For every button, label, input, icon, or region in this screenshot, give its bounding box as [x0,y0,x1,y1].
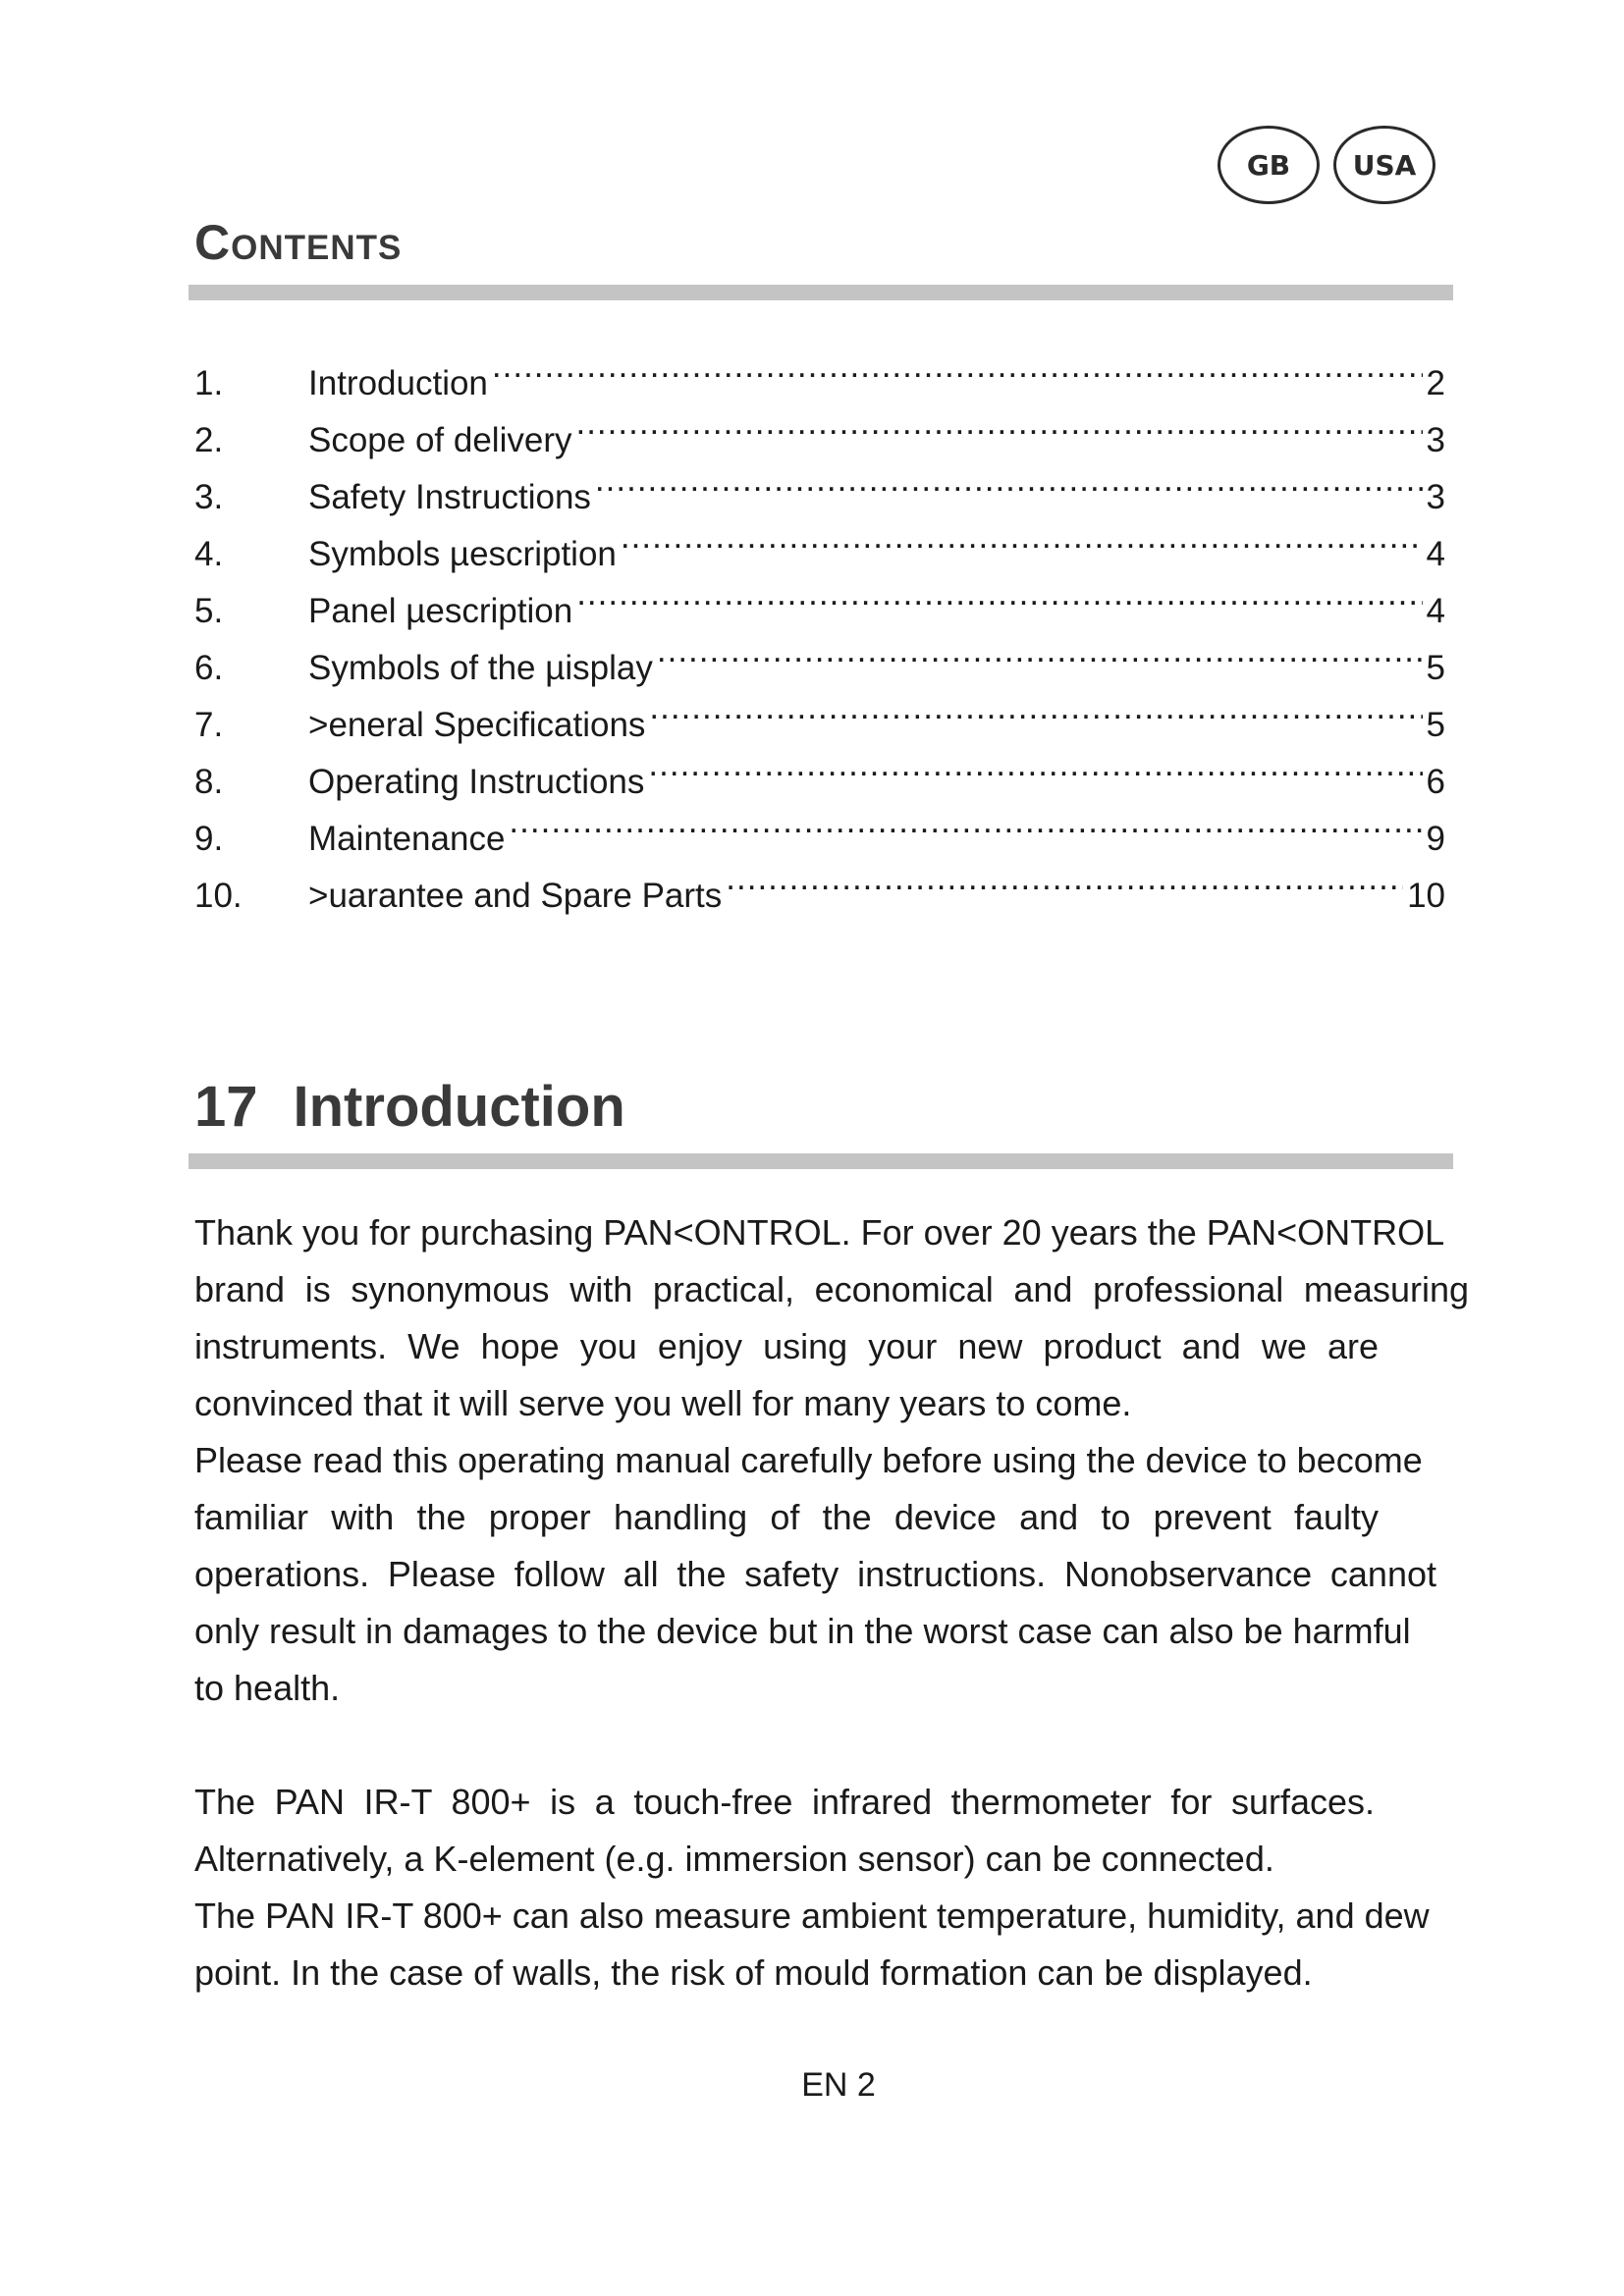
paragraph-line: convinced that it will serve you well for many years to come. [194,1383,1132,1423]
toc-leader-dots [649,679,1422,736]
toc-item-page: 5 [1426,706,1445,744]
toc-item-introduction[interactable] [194,338,1445,402]
introduction-heading [194,1074,625,1140]
paragraph-line: brand is synonymous with practical, economical and professional measuring [194,1269,1469,1309]
toc-item-number: 10. [194,877,243,915]
toc-leader-dots [492,338,1423,395]
toc-item-title: Panel µescription [308,592,573,630]
paragraph-line: The PAN IR-T 800+ is a touch-free infrared thermometer for surfaces. [194,1782,1375,1822]
toc-leader-dots [595,452,1423,508]
toc-item-number: 5. [194,592,224,630]
toc-leader-dots [621,508,1423,565]
toc-item-title: Scope of delivery [308,421,572,459]
toc-item-number: 1. [194,364,224,402]
toc-item-title: Operating Instructions [308,763,645,801]
paragraph-line: The PAN IR-T 800+ can also measure ambient temperature, humidity, and dew [194,1896,1430,1936]
toc-leader-dots [509,793,1422,850]
toc-item-title: Introduction [308,364,488,402]
toc-item-title: Symbols of the µisplay [308,649,653,687]
toc-item-title: Symbols µescription [308,535,617,573]
section-number: 17 [194,1075,258,1139]
paragraph-line: point. In the case of walls, the risk of mould formation can be displayed. [194,1952,1313,1993]
toc-item-number: 6. [194,649,224,687]
toc-item-page: 10 [1407,877,1445,915]
toc-leader-dots [657,622,1423,679]
toc-item-page: 3 [1426,478,1445,516]
toc-item-number: 4. [194,535,224,573]
paragraph-line: Thank you for purchasing PAN<ONTROL. For over 20 years the PAN<ONTROL [194,1212,1445,1253]
toc-item-number: 8. [194,763,224,801]
toc-item-number: 2. [194,421,224,459]
paragraph-line: to health. [194,1668,341,1708]
toc-leader-dots [575,395,1422,452]
country-badges [1218,126,1435,204]
toc-item-page: 5 [1426,649,1445,687]
table-of-contents [194,338,1445,915]
introduction-divider [189,1153,1453,1169]
introduction-paragraph-1 [194,1204,1471,1717]
contents-divider [189,285,1453,300]
introduction-paragraph-2 [194,1774,1471,2002]
toc-leader-dots [576,565,1422,622]
paragraph-line: Please read this operating manual carefully before using the device to become [194,1440,1423,1480]
toc-item-page: 2 [1426,364,1445,402]
page-footer-number: EN 2 [801,2066,876,2104]
section-title: Introduction [293,1075,625,1139]
toc-leader-dots [726,850,1403,907]
toc-item-page: 6 [1426,763,1445,801]
gb-badge: GB [1218,126,1320,204]
toc-item-page: 4 [1426,592,1445,630]
toc-item-number: 3. [194,478,224,516]
toc-item-page: 9 [1426,820,1445,858]
toc-item-page: 4 [1426,535,1445,573]
paragraph-line: instruments. We hope you enjoy using your new product and we are [194,1326,1379,1366]
paragraph-line: only result in damages to the device but in the worst case can also be harmful [194,1611,1411,1651]
toc-item-page: 3 [1426,421,1445,459]
paragraph-line: familiar with the proper handling of the device and to prevent faulty [194,1497,1379,1537]
paragraph-line: operations. Please follow all the safety instructions. Nonobservance cannot [194,1554,1436,1594]
toc-item-title: Safety Instructions [308,478,591,516]
toc-item-title: >eneral Specifications [308,706,646,744]
toc-item-number: 9. [194,820,224,858]
toc-item-number: 7. [194,706,224,744]
paragraph-line: Alternatively, a K-element (e.g. immersion sensor) can be connected. [194,1839,1274,1879]
toc-item-title: >uarantee and Spare Parts [308,877,723,915]
toc-item-title: Maintenance [308,820,506,858]
contents-heading: Contents [194,215,403,270]
toc-leader-dots [648,736,1422,793]
usa-badge: USA [1333,126,1435,204]
